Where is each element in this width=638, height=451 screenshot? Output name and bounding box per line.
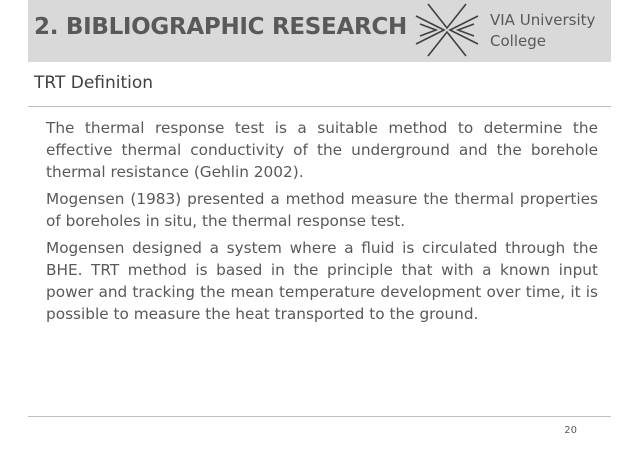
slide: [28, 0, 611, 451]
via-logo-mark-icon: [414, 2, 480, 58]
section-bar: [28, 62, 611, 107]
organization-name-line-1: VIA University: [490, 11, 596, 29]
page-number: 20: [564, 425, 577, 436]
footer-bar: [28, 416, 611, 447]
body-content: [46, 117, 598, 330]
body-paragraph-1: The thermal response test is a suitable method to determine the effective thermal conductivity of the underground and the borehole thermal resistance (Gehlin 2002).: [46, 119, 598, 181]
slide-title: 2. BIBLIOGRAPHIC RESEARCH: [34, 14, 407, 40]
slide-header: [28, 0, 611, 62]
organization-name: [490, 10, 610, 52]
organization-name-line-2: College: [490, 32, 546, 50]
body-paragraph-2: Mogensen (1983) presented a method measure the thermal properties of boreholes in situ, the thermal response test.: [46, 190, 598, 230]
body-paragraph-3: Mogensen designed a system where a fluid is circulated through the BHE. TRT method is based in the principle that with a known input power and tracking the mean temperature development over time, it is possible to measure the heat transported to the ground.: [46, 239, 598, 323]
section-heading: TRT Definition: [34, 73, 154, 93]
